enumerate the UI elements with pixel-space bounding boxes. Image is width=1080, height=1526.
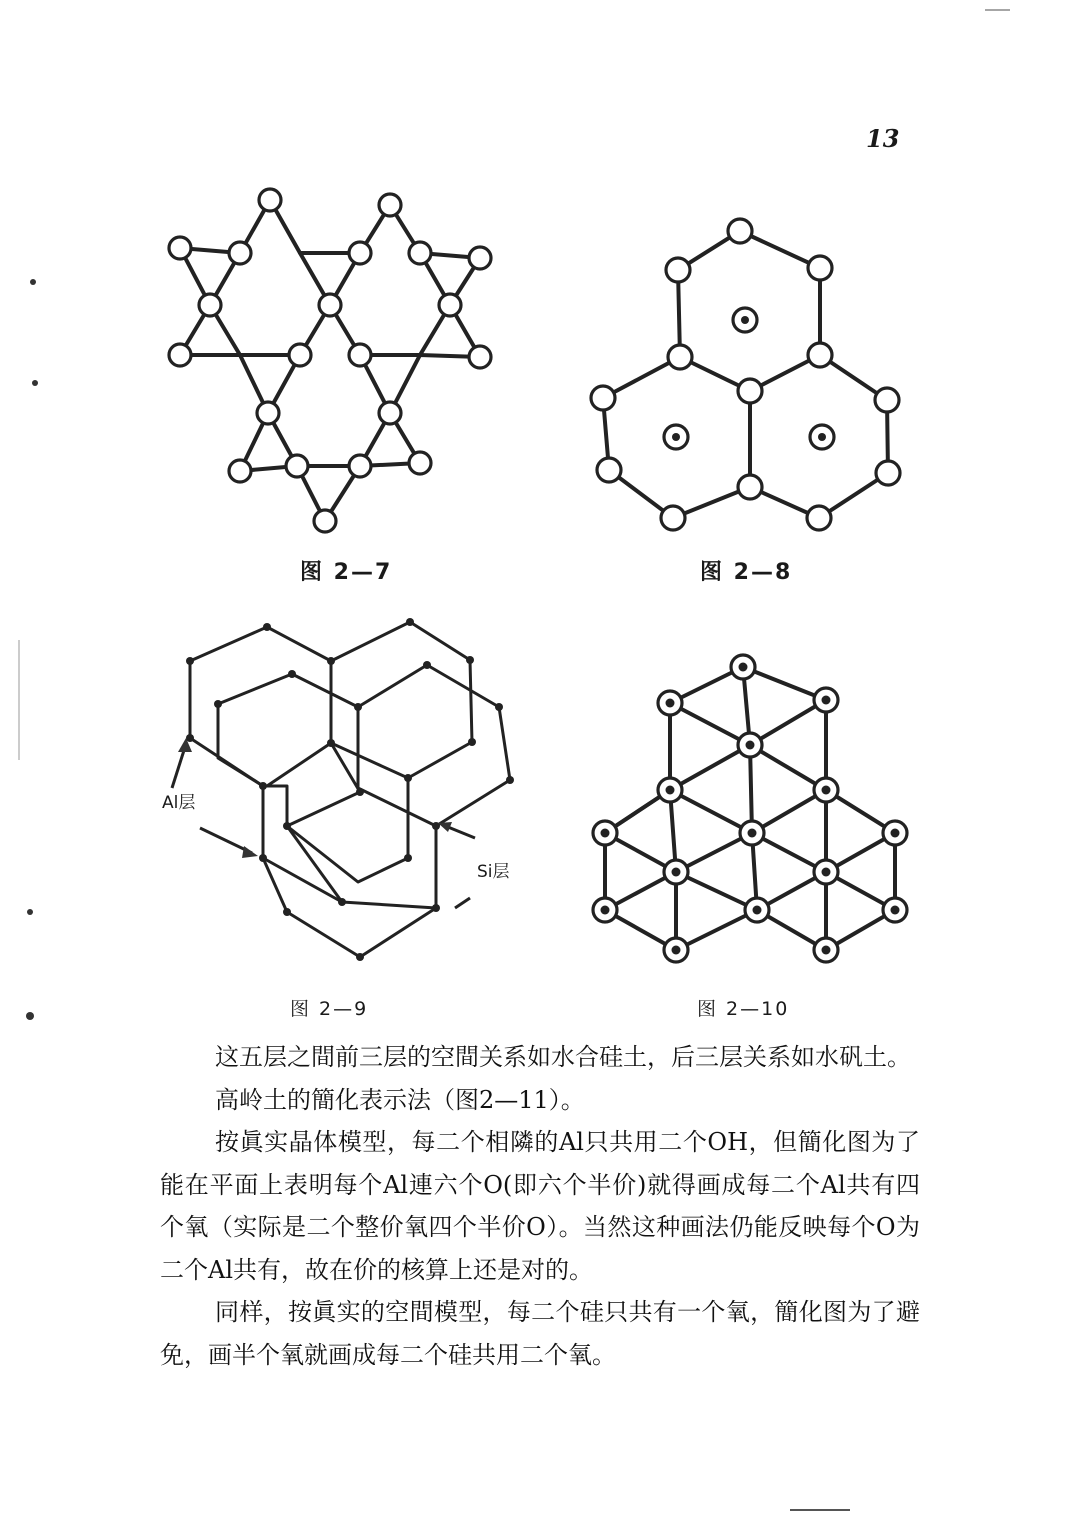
page-number: 13 [866, 124, 900, 153]
paragraph-4: 同样，按眞实的空間模型，每二个硅只共有一个氧，簡化图为了避免，画半个氧就画成每二个硅共用二个氧。 [160, 1298, 920, 1369]
figure-2-9-caption: 图 2—9 [290, 998, 369, 1020]
si-layer-label: Si层 [477, 862, 510, 882]
paragraph-1: 这五层之間前三层的空間关系如水合硅土，后三层关系如水矾土。 [215, 1043, 911, 1071]
figure-2-7-caption: 图 2—7 [300, 560, 393, 585]
figure-2-8-caption: 图 2—8 [700, 560, 793, 585]
paragraph-2: 高岭土的簡化表示法（图2—11）。 [215, 1085, 585, 1114]
paragraph-3: 按眞实晶体模型，每二个相隣的Al只共用二个OH，但簡化图为了能在平面上表明每个Al連六个O(即六个半价)就得画成每二个Al共有四个氧（实际是二个整价氧四个半价O）。当然这种画法仍能反映每个O为二个Al共有，故在价的核算上还是对的。 [160, 1128, 920, 1284]
figure-2-10-caption: 图 2—10 [697, 998, 790, 1020]
al-layer-label: Al层 [162, 793, 196, 813]
